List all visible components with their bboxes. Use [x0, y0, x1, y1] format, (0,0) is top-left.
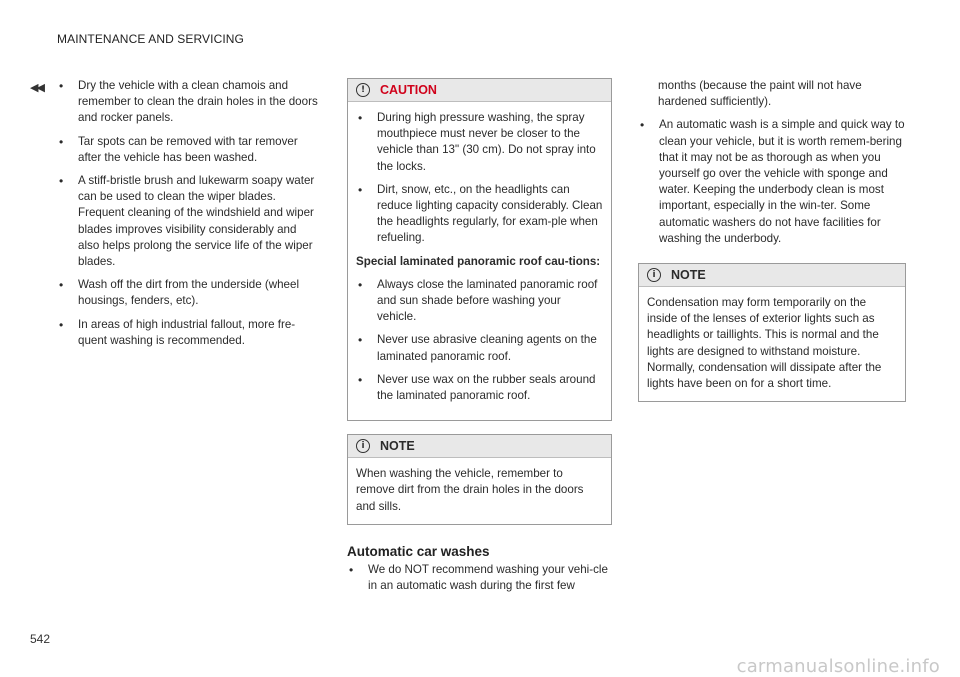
list-item: • Dirt, snow, etc., on the headlights can reduce lighting capacity considerably. Clean the headlights regularly, for exam-ple when refueling. [356, 182, 603, 247]
list-item: • Never use abrasive cleaning agents on the laminated panoramic roof. [356, 332, 603, 364]
page-header-title: MAINTENANCE AND SERVICING [57, 32, 244, 46]
list-item: • Always close the laminated panoramic roof and sun shade before washing your vehicle. [356, 277, 603, 326]
note-box [638, 263, 906, 402]
note-box [347, 434, 612, 525]
info-icon: i [647, 268, 661, 282]
list-item: • Never use wax on the rubber seals around the laminated panoramic roof. [356, 372, 603, 404]
note-header [348, 435, 611, 458]
list-item: • A stiff-bristle brush and lukewarm soapy water can be used to clean the wiper blades. Frequent cleaning of the windshield and wiper blades improves visibility considerably and also helps prolong the service life of the wiper blades. [57, 173, 319, 270]
roof-cautions-list [356, 277, 603, 404]
section-heading: Automatic car washes [347, 543, 490, 559]
note-title: NOTE [380, 439, 415, 454]
page-number: 542 [30, 632, 51, 646]
column-3 [638, 78, 906, 415]
caution-body [348, 102, 611, 420]
column-2 [347, 78, 612, 601]
warning-icon: ! [356, 83, 370, 97]
list-item: • During high pressure washing, the spray mouthpiece must never be closer to the vehicle than 13" (30 cm). Do not spray into the locks. [356, 110, 603, 175]
note-body [639, 287, 905, 401]
caution-header [348, 79, 611, 102]
column-1 [57, 78, 319, 356]
caution-box [347, 78, 612, 421]
list-item: • We do NOT recommend washing your vehi-cle in an automatic wash during the first few [347, 562, 612, 594]
note-title: NOTE [671, 267, 706, 282]
info-icon: i [356, 439, 370, 453]
list-item-continued: months (because the paint will not have hardened sufficiently). [658, 79, 862, 109]
note-header [639, 264, 905, 287]
list-item: • In areas of high industrial fallout, more fre-quent washing is recommended. [57, 317, 319, 349]
roof-cautions-heading: Special laminated panoramic roof cau-tions: [356, 254, 601, 268]
automatic-wash-list [347, 562, 612, 594]
note-text: Condensation may form temporarily on the inside of the lenses of exterior lights such as headlights or taillights. This is normal and the lights are designed to withstand moisture. Normally, condensation will dissipate after the lights have been on for a short time. [647, 296, 882, 391]
list-item: • Tar spots can be removed with tar remover after the vehicle has been washed. [57, 134, 319, 166]
note-text: When washing the vehicle, remember to remove dirt from the drain holes in the doors and sills. [356, 467, 584, 513]
automatic-wash-list-continued [638, 117, 906, 247]
washing-tips-list [57, 78, 319, 349]
caution-list [356, 110, 603, 247]
list-item: • Wash off the dirt from the underside (wheel housings, fenders, etc). [57, 277, 319, 309]
caution-title: CAUTION [380, 82, 437, 97]
back-arrows-icon[interactable]: ◀◀ [30, 82, 43, 94]
list-item: • Dry the vehicle with a clean chamois and remember to clean the drain holes in the doors and rocker panels. [57, 78, 319, 127]
watermark: carmanualsonline.info [736, 655, 940, 677]
note-body [348, 458, 611, 524]
list-item: • An automatic wash is a simple and quick way to clean your vehicle, but it is worth remem-bering that it may not be as thorough as when you yourself go over the vehicle with sponge and water. Keeping the underbody clean is most important, especially in the win-ter. Some automatic washers do not have facilities for washing the underbody. [638, 117, 906, 247]
